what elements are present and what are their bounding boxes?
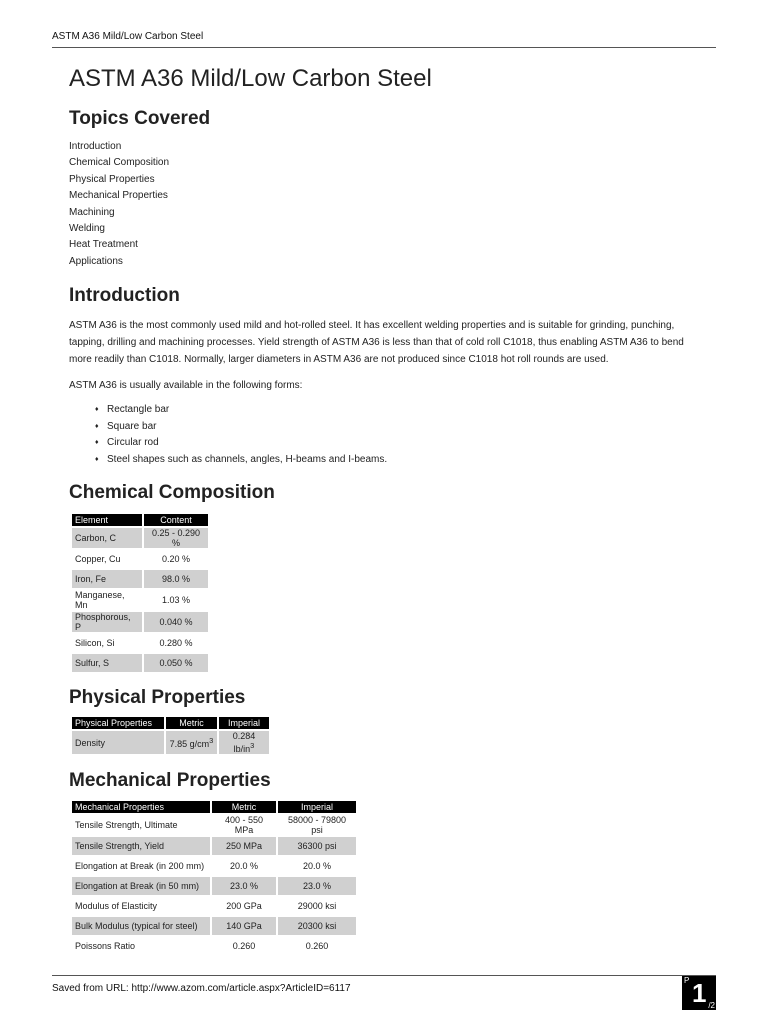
table-row xyxy=(72,570,208,588)
topic-link-chemical-composition[interactable]: Chemical Composition xyxy=(69,157,170,169)
table-cell: Silicon, Si xyxy=(75,638,115,649)
physical-properties-table xyxy=(70,715,271,756)
table-row xyxy=(72,634,208,652)
table-cell: 400 - 550 MPa xyxy=(224,815,264,836)
topic-link-machining[interactable]: Machining xyxy=(69,206,115,218)
table-cell: Iron, Fe xyxy=(72,570,142,588)
table-row xyxy=(72,654,208,672)
table-cell: Copper, Cu xyxy=(75,554,121,565)
density-imperial-value: 0.284 lb/in xyxy=(232,731,256,755)
chemical-composition-table xyxy=(70,512,210,674)
topics-list xyxy=(69,139,699,270)
chemical-composition-heading: Chemical Composition xyxy=(69,482,275,504)
table-cell: Elongation at Break (in 200 mm) xyxy=(75,861,205,872)
table-cell: Carbon, C xyxy=(72,528,142,548)
topic-item xyxy=(69,188,699,204)
column-header: Mechanical Properties xyxy=(72,801,210,813)
table-cell: 36300 psi xyxy=(278,837,356,855)
physical-properties-heading: Physical Properties xyxy=(69,687,246,709)
table-cell: Manganese, Mn xyxy=(75,590,125,611)
table-cell: Bulk Modulus (typical for steel) xyxy=(72,917,210,935)
table-cell: 0.260 xyxy=(232,941,256,952)
table-cell: 98.0 % xyxy=(144,570,208,588)
topics-heading: Topics Covered xyxy=(69,108,211,129)
table-cell: 140 GPa xyxy=(212,917,276,935)
table-cell: 23.0 % xyxy=(212,877,276,895)
table-row xyxy=(72,550,208,568)
table-cell: Density xyxy=(72,731,164,754)
table-cell: Sulfur, S xyxy=(72,654,142,672)
table-header-row xyxy=(72,717,269,729)
table-cell: 58000 - 79800 psi xyxy=(287,815,347,836)
table-header-row xyxy=(72,514,208,526)
list-item: ♦ Circular rod xyxy=(95,435,699,452)
header-divider xyxy=(52,47,716,48)
topic-item xyxy=(69,237,699,253)
list-item: ♦ Rectangle bar xyxy=(95,402,699,419)
table-cell: 250 MPa xyxy=(212,837,276,855)
table-row xyxy=(72,815,356,835)
mechanical-properties-heading: Mechanical Properties xyxy=(69,770,271,792)
table-cell: 1.03 % xyxy=(161,595,191,606)
table-cell: 0.20 % xyxy=(161,554,191,565)
document-body xyxy=(69,62,699,957)
superscript: 3 xyxy=(250,741,255,751)
topic-link-introduction[interactable]: Introduction xyxy=(69,141,122,152)
column-header: Imperial xyxy=(219,717,269,729)
table-cell: 29000 ksi xyxy=(297,901,337,912)
table-row xyxy=(72,877,356,895)
topic-item xyxy=(69,172,699,188)
table-cell xyxy=(219,731,269,754)
topic-item xyxy=(69,139,699,155)
footer-divider xyxy=(52,975,716,976)
table-cell: 20.0 % xyxy=(302,861,332,872)
column-header: Imperial xyxy=(278,801,356,813)
topic-item xyxy=(69,205,699,221)
table-cell: 200 GPa xyxy=(226,901,262,912)
table-cell: Modulus of Elasticity xyxy=(75,901,158,912)
page-number-badge xyxy=(682,976,716,1010)
table-row xyxy=(72,590,208,610)
table-row xyxy=(72,612,208,632)
topic-link-applications[interactable]: Applications xyxy=(69,255,123,267)
superscript: 3 xyxy=(209,736,214,746)
list-item: ♦ Steel shapes such as channels, angles, H-beams and I-beams. xyxy=(95,452,699,469)
table-cell: 0.280 % xyxy=(159,638,193,649)
page-total: /2 xyxy=(708,1001,715,1010)
column-header: Content xyxy=(144,514,208,526)
table-cell: 0.050 % xyxy=(144,654,208,672)
table-cell: 0.25 - 0.290 % xyxy=(144,528,208,548)
column-header: Metric xyxy=(166,717,217,729)
list-item: ♦ Square bar xyxy=(95,419,699,436)
saved-from-url: Saved from URL: http://www.azom.com/article.aspx?ArticleID=6117 xyxy=(52,983,351,994)
density-metric-value: 7.85 g/cm xyxy=(169,739,210,750)
topic-item xyxy=(69,155,699,171)
table-cell: Phosphorous, P xyxy=(72,612,142,632)
table-cell: Tensile Strength, Yield xyxy=(72,837,210,855)
table-cell: 0.260 xyxy=(305,941,329,952)
table-cell: Tensile Strength, Ultimate xyxy=(75,820,178,831)
table-row xyxy=(72,937,356,955)
table-row xyxy=(72,837,356,855)
introduction-heading: Introduction xyxy=(69,285,180,307)
forms-list xyxy=(69,402,699,468)
column-header: Physical Properties xyxy=(72,717,164,729)
topic-item xyxy=(69,254,699,270)
column-header: Element xyxy=(72,514,142,526)
table-cell: 20.0 % xyxy=(229,861,259,872)
table-cell: Poissons Ratio xyxy=(75,941,136,952)
topic-link-heat-treatment[interactable]: Heat Treatment xyxy=(69,239,138,251)
page-number: 1 xyxy=(692,978,707,1008)
table-cell: 23.0 % xyxy=(278,877,356,895)
running-header: ASTM A36 Mild/Low Carbon Steel xyxy=(52,31,204,42)
table-row xyxy=(72,917,356,935)
page-prefix: P xyxy=(684,976,690,985)
table-row xyxy=(72,528,208,548)
forms-intro-paragraph: ASTM A36 is usually available in the following forms: xyxy=(69,380,303,392)
table-cell: 20300 ksi xyxy=(278,917,356,935)
mechanical-properties-table xyxy=(70,799,358,957)
topic-link-physical-properties[interactable]: Physical Properties xyxy=(69,173,155,185)
table-cell: 0.040 % xyxy=(144,612,208,632)
table-cell: Elongation at Break (in 50 mm) xyxy=(72,877,210,895)
table-row xyxy=(72,731,269,754)
column-header: Metric xyxy=(212,801,276,813)
table-row xyxy=(72,897,356,915)
introduction-paragraph: ASTM A36 is the most commonly used mild and hot-rolled steel. It has excellent welding properties and is suitable for grinding, punching, tapping, drilling and machining processes. Yield strength of ASTM A36 is less than that of cold roll C1018, thus enabling ASTM A36 to bend more readily than C1018. Normally, larger diameters in ASTM A36 are not produced since C1018 hot roll rounds are used. xyxy=(69,320,684,366)
table-header-row xyxy=(72,801,356,813)
topic-item xyxy=(69,221,699,237)
table-row xyxy=(72,857,356,875)
page-title: ASTM A36 Mild/Low Carbon Steel xyxy=(69,65,432,92)
topic-link-welding[interactable]: Welding xyxy=(69,223,105,235)
table-cell xyxy=(166,731,217,754)
topic-link-mechanical-properties[interactable]: Mechanical Properties xyxy=(69,190,168,202)
